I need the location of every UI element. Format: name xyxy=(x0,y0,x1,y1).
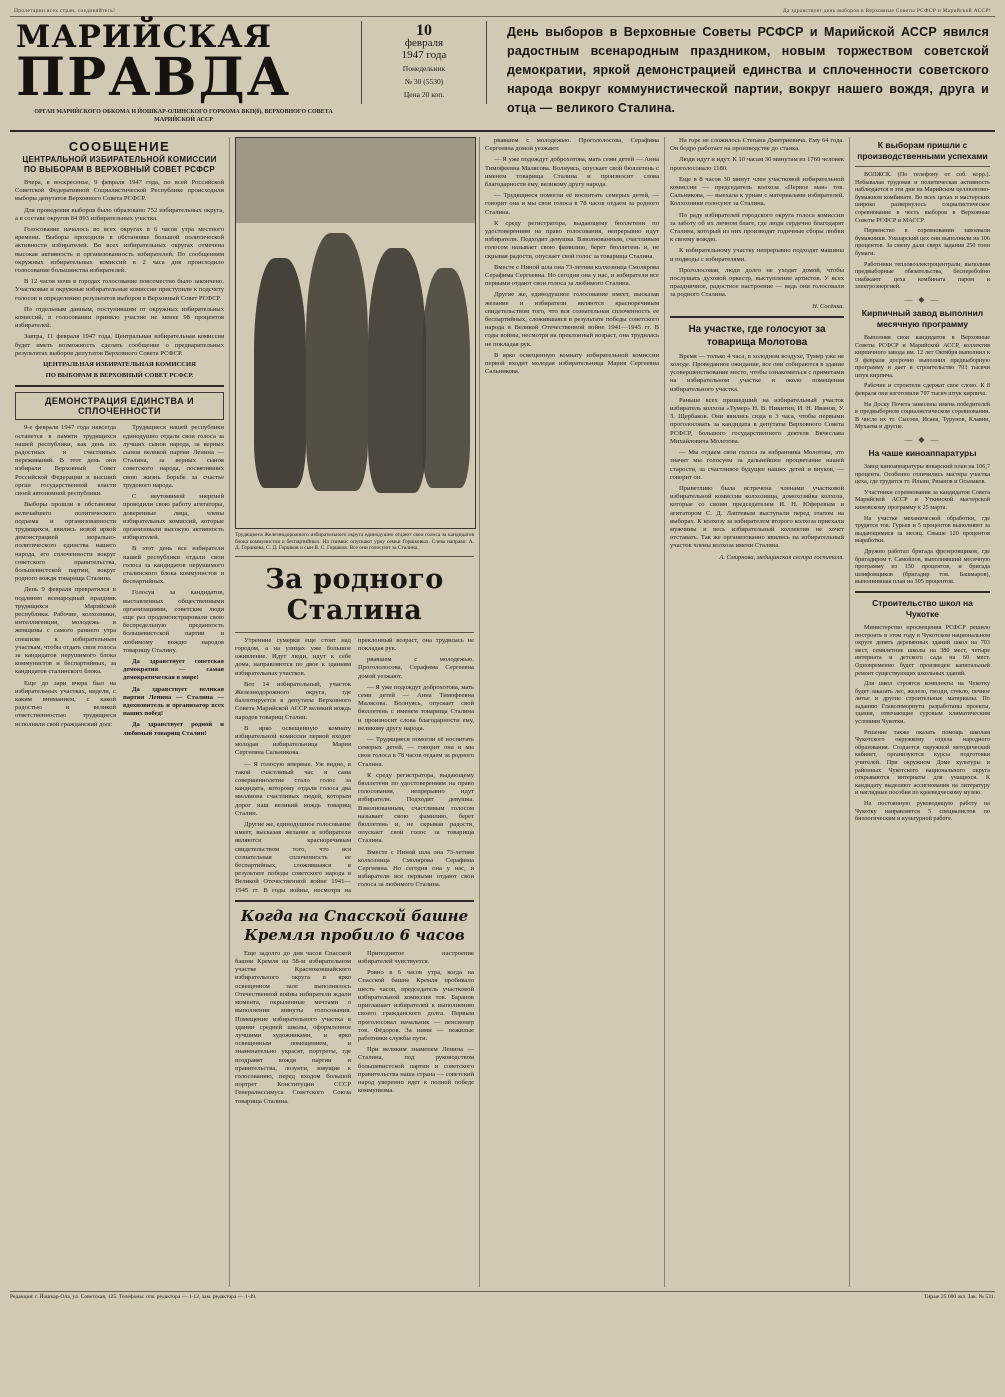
paragraph: Приветливо была встречена членами участковой избирательной комиссии колхозница, домохозяйка колхоза, которые со своим председателем И. Н. Юферевым и агитатором С. Д. Лаптевым выступали перед этапом на выборах. К колхозу за избирателем второго колхоза приехали мужчины и весь избирательный коллектив не хочет отставать. Так же организованно явились на избирательный участок члены колхоза имени Сталина. xyxy=(670,484,844,550)
paragraph: Ровно в 6 часов утра, когда на Спасской башне Кремля пробивало шесть часов, председатель участковой избирательной комиссии тов. Баранов приглашает избирателей к выполнению своего гражданского долга. Первым проголосовал начальник — пенсионер тов. Фёдоров. За ними — пожилые работники службы пути. xyxy=(358,969,474,1042)
paragraph: ВОЛЖСК. (По телефону от соб. корр.). Небывалая трудовая и политическая активность наблюдается в эти дни на Марийском целлюлозно-бумажном комбинате. Во всех цехах и мастерских широко развернулось социалистическое соревнование в честь выборов в Верховные Советы РСФСР и МАССР. xyxy=(855,171,990,224)
paragraph: Раньше всех пришедший на избирательный участок избиратель колхоза «Тумер» Н. В. Никитин, И. Н. Иванов, У. З. Щербаков. Они явились сюда в 3 часа, чтобы первыми проголосовать за кандидата в депутаты Верховного Совета РСФСР, большого государственного деятеля Вячеслава Михайловича Молотова. xyxy=(670,396,844,445)
slogan-left: Пролетарии всех стран, соединяйтесь! xyxy=(14,8,116,14)
paragraph: Да здравствует родной и любимый товарищ Сталин! xyxy=(123,721,224,737)
price: Цена 20 коп. xyxy=(403,90,445,99)
main-article-title: За родного Сталина xyxy=(265,563,444,626)
paragraph: Да здравствует советская демократия — самая демократическая в мире! xyxy=(123,657,224,682)
demonstration-headline: ДЕМОНСТРАЦИЯ ЕДИНСТВА И СПЛОЧЕННОСТИ xyxy=(15,392,224,420)
page-footer xyxy=(10,1291,995,1300)
paragraph: При великим знаменем Ленина — Сталина, под руководством большевистской партии и советского правительства наша страна — советский народ уверенно идет к полной победе коммунизма. xyxy=(358,1046,474,1095)
ornament-divider: — ◆ — xyxy=(904,435,941,445)
masthead-title-block xyxy=(10,21,351,124)
paragraph: — Мы отдаем свои голоса за избранника Молотова, это значит мы голосуем за дальнейшее процветание нашей старости, за счастливое будущее наших детей и внуков, — говорит он. xyxy=(670,449,844,481)
molotov-article-body xyxy=(670,353,844,562)
paragraph: В ярко освещенную комнату избирательной комиссии первой входит молодая избирательница Мария Сергеевна Сальникова. xyxy=(485,351,659,376)
paragraph: По раду избирателей городского округа голоса комиссии за заботу об их личном благе, где люди сердечно благодарят Сталина, который из них производят годичные сборы любви к своему вождю. xyxy=(670,211,844,244)
paragraph: рвавшем с молодежью. Прогололосова, Серафима Сергеевна домой уезжают. xyxy=(485,137,659,153)
divider xyxy=(15,385,224,387)
column-1 xyxy=(10,137,230,1287)
paragraph: Завод киноаппаратуры январский план на 106,7 процента. Особенно отличились мастера участка цеха, где трудятся тт. Ильин, Рязанов и Осьмаков. xyxy=(855,463,990,486)
date-year: 1947 года xyxy=(401,49,447,61)
paragraph: Для проведения выборов было образовано 752 избирательных округа, а в составе округов 84 893 избирательных участка. xyxy=(15,206,224,222)
paragraph: — Трудящиеся помогли её воспитать семерых детей, — говорит она и мы свои голоса в 78 часов отдаем за родного Сталина. xyxy=(485,192,659,216)
paragraph: Другие же, единодушное голосование имеет, высказав желание и избиратели являются красноречивым свидетельством того, что вся сознательная сплоченность ее беспартийных, сложившаяся в результате победы советского народа в Великой Отечественной войне 1941—1945 гг. В годы войны, несмотря на преклонный возраст, она трудилась не покладая рук. xyxy=(485,291,659,348)
photo-caption: Трудящиеся Железнодорожного избирательного округа единодушно отдают свои голоса за кандидатов блока коммунистов и беспартийных. На снимке: опускают урну семьи Горшковых. Слева направо: А. Д. Горшкова, С. Д. Горшков и сын В. С. Горшков. Все они голосуют за Сталина. xyxy=(235,532,474,552)
announcement-title: СООБЩЕНИЕ xyxy=(68,139,171,154)
paragraph: — Трудящиеся помогли её воспитать семерых детей, — говорит она и мы свои голоса в 78 часов отдаем за родного Сталина. xyxy=(358,736,474,768)
paragraph: — Я уже подождут доброхотова, мать семи детей — Анна Тимофеевна Малясова. Волнуясь, опускает свой бюллетень с именем товарища Сталина и произносит слова благодарности ему, великому другу народа. xyxy=(485,156,659,189)
paragraph: Приподнятое настроение избирателей чувствуется. xyxy=(358,949,474,966)
paragraph: На горе не сложилось Степана Дмитриевича. Ему 64 года. Он бодро работает на производстве до станка. xyxy=(670,137,844,153)
issue-number: № 30 (5530) xyxy=(404,77,444,86)
paragraph: Завтра, 11 февраля 1947 года, Центральная избирательная комиссия будет иметь возможность сделать сообщение о предварительных результатах выборов депутатов Верховного Совета РСФСР. xyxy=(15,333,224,357)
paragraph: Утренние сумерки еще стоят над городом, а на улицах уже большое оживление. Идут люди, идут к себе дома, направляются по двое к зданиям избирательных участков. xyxy=(235,636,351,677)
date-weekday: Понедельник xyxy=(402,64,446,73)
production-success-body xyxy=(855,171,990,291)
divider xyxy=(855,166,990,167)
date-month: февраля xyxy=(404,37,444,49)
voting-photograph xyxy=(235,137,476,529)
masthead-dateblock xyxy=(361,21,487,104)
masthead-title-line2: ПРАВДА xyxy=(16,47,292,108)
paragraph: Еще до зари вчера был на избирательных участках, видели, с каким вниманием, с какой радостью и великой ответственностью трудящиеся исполняли свой гражданский долг. xyxy=(15,679,116,728)
paragraph: К избирательному участку непрерывно подходят машины и подводы с избирателями. xyxy=(670,247,844,263)
column-2 xyxy=(230,137,480,1287)
brick-plant-body xyxy=(855,334,990,431)
ornament-divider: — ◆ — xyxy=(904,294,941,304)
paragraph: На Доску Почета занесены имена победителей в предвыборном социалистическом соревновании. В числе их тт. Сысоев, Исаев, Турунов, Клавин, Мухаева и другие. xyxy=(855,400,990,431)
column-5 xyxy=(850,137,995,1287)
paragraph: Первенство в соревновании завоевали бумажники. Уназарский цех они выполнили на 106 процентов. За смену дали сверх задания 250 тонн бумаги. xyxy=(855,227,990,257)
article-signature: Н. Сосёнка. xyxy=(812,302,844,310)
paragraph: К среду регистратора, выдающему бюллетени по удостоверениям на право голосования, непрерывно идут избиратели. Подходит девушка. Взволнованным, счастливым голосом называет свою фамилию, берет бюллетень и, не скрывая радости, опускает свой голос за товарища Сталина. xyxy=(485,219,659,260)
paragraph: В этот день все избиратели нашей республики отдали свои голоса за кандидатов нерушимого сталинского блока коммунистов и беспартийных. xyxy=(123,545,224,586)
paragraph: Да здравствует великая партия Ленина — Сталина — вдохновитель и организатор всех наших побед! xyxy=(123,685,224,718)
masthead-subtitle: ОРГАН МАРИЙСКОГО ОБКОМА И ЙОШКАР-ОЛИНСКОГО ГОРКОМА ВКП(б), ВЕРХОВНОГО СОВЕТА МАРИЙСКОЙ АССР xyxy=(34,109,333,123)
spasskaya-article-title: Когда на Спасской башне Кремля пробило 6 часов xyxy=(240,906,469,944)
paragraph: Голосование началось во всех округах в 6 часов утра местного времени. Выборы проходили в обстановке большой политической активности избирателей. Во всех избирательных округах отмечена высокая активность и организованность избирателей. По сообщениям окружных избирательных комиссий в 2 часа дня происходило голосование большинства избирателей. xyxy=(15,226,224,275)
production-success-title: К выборам пришли с производственными успехами xyxy=(857,140,988,161)
footer-right: Тираж 25 000 экз. Зак. № 531. xyxy=(924,1294,995,1300)
paragraph: К среду регистратора, выдающему бюллетени по удостоверениям на право голосования, непрерывно идут избиратели. Подходит девушка. Взволнованным, счастливым голосом называет свою фамилию, берет бюллетень и, не скрывая радости, опускает свой голос за товарища Сталина. xyxy=(358,771,474,845)
brick-plant-title: Кирпичный завод выполнил месячную программу xyxy=(861,307,984,329)
announcement-subtitle: ЦЕНТРАЛЬНОЙ ИЗБИРАТЕЛЬНОЙ КОМИССИИ ПО ВЫБОРАМ В ВЕРХОВНЫЙ СОВЕТ РСФСР xyxy=(22,155,217,174)
paragraph: Проголосовав, люди долго не уходят домой, чтобы послушать духовой оркестр, выступление артистов. У всех праздничное, радостное настроение — ведь они голосовали за родного Сталина. xyxy=(670,266,844,299)
footer-left: Редакция: г. Йошкар-Ола, ул. Советская, 125. Телефоны: отв. редактора — 1-12, зам. редактора — 1-49. xyxy=(10,1294,257,1300)
column-4 xyxy=(665,137,850,1287)
paragraph: По отдельным данным, поступившим от окружных избирательных комиссий, в голосовании приняло участие не менее 98 процентов избирателей. xyxy=(15,305,224,330)
demonstration-body xyxy=(15,424,224,737)
signature-line-1: ЦЕНТРАЛЬНАЯ ИЗБИРАТЕЛЬНАЯ КОМИССИЯ xyxy=(43,361,196,369)
announcement-body xyxy=(15,179,224,380)
paragraph: Еще в 8 часов 30 минут член участковой избирательной комиссии — председатель колхоза «Первое мая» тов. Сальникова, — выехала к урнам с материалами избирателей. Колхозники голосуют за Сталина. xyxy=(670,175,844,208)
paragraph: 9-е февраля 1947 года навсегда останется в памяти трудящихся нашей республики, как день их радостных и счастливых переживаний. В этот день они избирали Верховный Совет Российской Федерации и высший орган государственной власти своей автономной республики. xyxy=(15,424,116,498)
paragraph: рвавшем с молодежью. Прогололосова, Серафима Сергеевна домой уезжают. xyxy=(358,656,474,680)
article-signature: А. Смирнова, медицинская сестра госпиталя. xyxy=(719,553,844,561)
chukotka-schools-body xyxy=(855,624,990,823)
paragraph: На участке механической обработки, где трудятся тов. Гурьев и 5 процентов выполняют за выдающимися за месяц. Свыше 120 процентов выработки. xyxy=(855,514,990,545)
paragraph: Для школ строятся комплекты на Чукотку будет заказать лес, железо, гвозди, стекло, печное литье и другие строительные материалы. По заданию Главсевморпути разработаны проекты, здания, отвечающие суровым климатическим условиям Чукотки. xyxy=(855,680,990,726)
divider xyxy=(855,591,990,593)
paragraph: — Я голосую впервые. Уж видно, в такой счастливый час и сама совершеннолетие стало голос за кандидата, которому отдали голоса два миллиона счастливых людей, которым дорог наш великий вождь товарищ Сталин. xyxy=(235,760,351,817)
paragraph: Участники соревнования за кандидатов Совета Марийской АССР и Уткинской мастерской киновскому программу к 25 марта. xyxy=(855,488,990,511)
paragraph: Голосуя за кандидатов, выставленных общественными организациями, советские люди еще раз продемонстрировали свою беспредельную преданность большевистской партии и любимому вождю народов товарищу Сталину. xyxy=(123,589,224,654)
paragraph: В 12 часов ночи в городах голосование повсеместно было закончено. Участковые и окружные избирательные комиссии приступили к подсчету голосов и определению результатов выборов в Верховный Совет РСФСР. xyxy=(15,278,224,302)
paragraph: Выборы прошли в обстановке величайшего политического подъема и организованности трудящихся, явились новой яркой демонстрацией морально-политического единства нашего народа, его сплоченности вокруг советского правительства, большевистской партии, вокруг родного вождя товарища Сталина. xyxy=(15,501,116,583)
paragraph: Вот 14 избирательный, участок Железнодорожного округа, где баллотируется в депутаты Верховного Совета Марийской АССР великий вождь народов товарищ Сталин. xyxy=(235,680,351,721)
column3-continuation xyxy=(485,137,659,376)
divider xyxy=(235,556,474,557)
divider xyxy=(235,900,474,902)
paragraph: На постоянную руководящую работу на Чукотку направляется 5 специалистов по биологическим и культурной работе. xyxy=(855,800,990,823)
paragraph: С неутомимой энергией проводили свою работу агитаторы, доверенные лица, члены избирательных комиссий, которые организовали высокую активность избирателей. xyxy=(123,493,224,542)
date-day: 10 xyxy=(416,22,432,39)
paragraph: День 9 февраля превратился в подлинно всенародный праздник трудящихся Марийской республики. Рабочие, колхозники, интеллигенция, молодежь и женщины с самого раннего утра спешили к избирательным участкам, чтобы отдать свои голоса за кандидатов нерушимого блока коммунистов и беспартийных, за кандидатов сталинского блока. xyxy=(15,586,116,676)
masthead xyxy=(10,17,995,132)
paragraph: Работники тепловоэлектроцентрали, выполняя предвыборные обязательства, бесперебойно снабжают цеха комбината паром и электроэнергией. xyxy=(855,260,990,291)
paragraph: Решение также оказать помощь школам Чукотского окружкому отдела народного образования. Создается окружной методический кабинет, организуются курсы подготовки учителей. При окружном Доме культуры и районных Чукотского национального округа открываются интернаты для учащихся. К кандидату выделяют ассигнования на литературу и наглядные пособия по краеведческому музею. xyxy=(855,728,990,797)
paragraph: Рабочие и строители сдержат свое слово. К 8 февраля они изготовили 707 тысяч штук кирпича. xyxy=(855,382,990,398)
column-3 xyxy=(480,137,665,1287)
column4-continuation xyxy=(670,137,844,311)
chukotka-schools-title: Строительство школ на Чукотке xyxy=(872,597,973,619)
paragraph: Время — только 4 часа, в холодном воздухе, Тумер уже не холоде. Проведанное ожидание, все они собираются в здание усовершенствование место, чтобы ознакомиться с приметами на избирательном участке и около помещения избирательного участка. xyxy=(670,352,844,393)
paragraph: В ярко освещенную комнату избирательной комиссии первой входит молодая избирательница Мария Сергеевна Сальникова. xyxy=(235,724,351,757)
divider xyxy=(670,316,844,318)
columns-grid xyxy=(10,137,995,1287)
paragraph: Вместе с Ниной шла она 73-летняя колхозница Смолярова Серафима Сергеевна. Но сегодня она у нас, и избиратели все первыми отдают свои голоса за любимого Сталина. xyxy=(358,848,474,889)
slogan-right: Да здравствует день выборов в Верховные Советы РСФСР и Марийской АССР! xyxy=(782,8,991,14)
cinema-equipment-title: На чаше киноаппаратуры xyxy=(868,448,977,459)
masthead-title-line1: МАРИЙСКАЯ xyxy=(16,19,272,55)
paragraph: Еще задолго до дня часов Спасской башни Кремля на 58-м избирательном участке Краснококшайского избирательного округа в ярко освещенном зале выполнялось Отечественной войны избиратели ждали момента, окрыленные мечтами о выполнении минуты голосования. Помещение избирательного участка в здании средней школы, оформленное лучшими художниками, и ярко освещенным помещением, и знаменательно украсят, портреты, где поздравят вождя партии и правительства, лозунги, зовущие к голосованию, перед входом большой портрет Конституции СССР Генералиссимуса Советского Союза товарища Сталина. xyxy=(235,949,351,1105)
spasskaya-article-body xyxy=(235,950,474,1106)
cinema-equipment-body xyxy=(855,463,990,586)
paragraph: Выполняя свои кандидатов в Верховные Советы РСФСР и Марийской АССР, коллектив кирпичного завода им. 12 лет Октября выполнил к 9 февраля досрочно выполнил предвыборную программу и дает в строительство 703 тысячи штук кирпича. xyxy=(855,333,990,379)
masthead-lead-text: День выборов в Верховные Советы РСФСР и Марийской АССР явился радостным всенародным праздником, новым торжеством советской демократии, яркой демонстрацией единства и сплоченности советского народа вокруг коммунистической партии, вокруг нашего вождя, друга и отца — великого Сталина. xyxy=(507,25,989,115)
divider xyxy=(235,632,474,633)
top-slogan-bar xyxy=(10,8,995,17)
paragraph: Вчера, в воскресенье, 9 февраля 1947 года, по всей Российской Советской Федеративной Социалистической Республике происходили выборы депутатов Верховного Совета РСФСР. xyxy=(15,179,224,203)
paragraph: — Я уже подождут доброхотова, мать семи детей — Анна Тимофеевна Малясова. Волнуясь, опускает свой бюллетень с именем товарища Сталина и произносит слова благодарности ему, великому другу народа. xyxy=(358,683,474,732)
molotov-article-title: На участке, где голосуют за товарища Молотова xyxy=(688,323,826,348)
paragraph: Трудящиеся нашей республики единодушно отдали свои голоса за лучших сынов народа, за верных сынов великой партии Ленина — Сталина, за верных сынов советского народа, посвятивших свою жизнь борьбе за счастье трудового народа. xyxy=(123,424,224,489)
paragraph: Другие же, единодушное голосование имеет, высказав желание и избиратели являются красноречивым свидетельством того, что вся сознательная сплоченность ее беспартийных, сложившаяся в результате победы советского народа в Великой Отечественной войне 1941—1945 гг. В годы войны, несмотря на преклонный возраст, она трудилась не покладая рук. xyxy=(235,636,474,894)
main-article-body xyxy=(235,637,474,895)
paragraph: Люди идут и идут. К 10 часам 30 минутам из 1760 человек проголосовало 1180. xyxy=(670,156,844,172)
paragraph: Вместе с Ниной шла она 73-летняя колхозница Смолярова Серафима Сергеевна. Но сегодня она у нас, и избиратели все первыми отдают свои голоса за любимого Сталина. xyxy=(485,263,659,288)
paragraph: Министерство просвещения РСФСР решило построить в этом году в Чукотском национальном округе девять деревянных зданий школ на 703 мест, семилетние школы на 380 мест, четыре интерната и детского сада на 60 мест. Одновременно будет произведен капитальный ремонт существующих школьных зданий. xyxy=(855,623,990,677)
paragraph: Дружно работал бригада фрезеровщиков, где бригадиром т. Самойлов, выполнявший месячную программу из 150 процентов, и бригада шлифовщиков (бригадир тов. Башмаров), выполнившая план на 305 процентов. xyxy=(855,547,990,586)
signature-line-2: ПО ВЫБОРАМ В ВЕРХОВНЫЙ СОВЕТ РСФСР. xyxy=(45,372,194,380)
